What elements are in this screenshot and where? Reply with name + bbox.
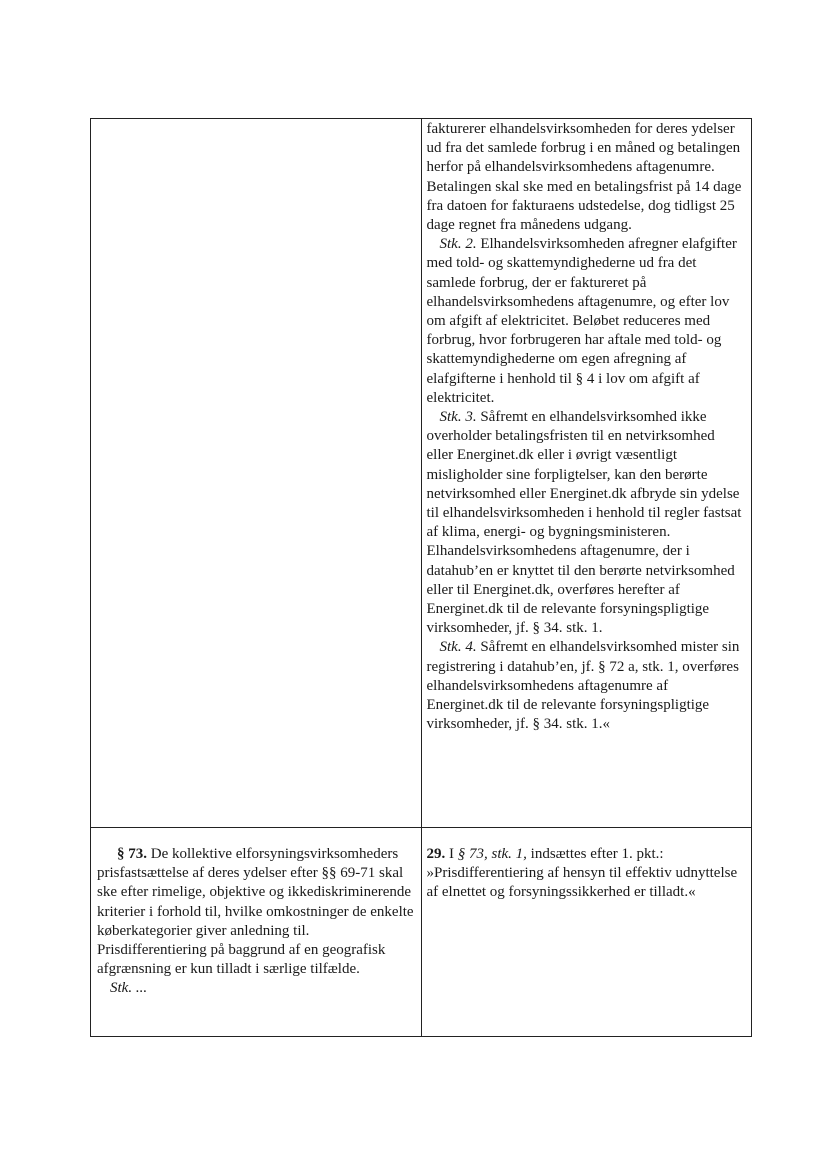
amendment-intro <box>427 845 746 864</box>
section-reference: § 73, stk. 1, <box>457 846 527 862</box>
intro-text-before: I <box>445 846 458 862</box>
intro-text-after: indsættes efter 1. pkt.: <box>526 846 664 862</box>
paragraph-continuation: fakturerer elhandelsvirksomheden for deres ydelser ud fra det samlede forbrug i en måned og betalingen herfor på elhandelsvirksomhedens aftagenumre. Betalingen skal ske med en betalingsfrist på 14 dage fra datoen for fakturaens udstedelse, dog tidligst 25 dage regnet fra månedens udgang. <box>426 121 742 234</box>
table-row <box>91 828 752 1037</box>
stk3-paragraph <box>427 408 746 638</box>
stk3-text: Såfremt en elhandelsvirksomhed ikke overholder betalingsfristen til en netvirksomhed eller Energinet.dk eller i øvrigt væsentligt misligholder sine forpligtelser, kan den berørte netvirksomhed eller Energinet.dk afbryde sin ydelse til elhandelsvirksomheden i henhold til regler fastsat af klima, energi- og bygningsministeren. Elhandelsvirksomhedens aftagenumre, der i datahub’en er knyttet til den berørte netvirksomhed eller til Energinet.dk, overføres herefter af Energinet.dk til de relevante forsyningspligtige virksomheder, jf. § 34. stk. 1. <box>426 409 742 637</box>
section-text: De kollektive elforsyningsvirksomheders prisfastsættelse af deres ydelser efter §§ 69-71 skal ske efter rimelige, objektive og ikkediskriminerende kriterier i forhold til, hvilke omkostninger de enkelte køberkategorier giver anledning til. Prisdifferentiering på baggrund af en geografisk afgrænsning er kun tilladt i særlige tilfælde. <box>97 846 414 978</box>
current-law-cell-empty <box>91 119 422 828</box>
stk-paragraph <box>97 979 415 998</box>
stk2-text: Elhandelsvirksomheden afregner elafgifter med told- og skattemyndighederne ud fra det samlede forbrug, der er faktureret på elhandelsvirksomhedens aftagenumre, og efter lov om afgift af elektricitet. Beløbet reduceres med forbrug, hvor forbrugeren har aftale med told- og skattemyndighederne om egen afregning af elafgifterne i henhold til § 4 i lov om afgift af elektricitet. <box>426 236 737 406</box>
table-row <box>91 119 752 828</box>
stk2-label: Stk. 2. <box>439 236 477 253</box>
stk3-label: Stk. 3. <box>439 409 477 426</box>
stk4-label: Stk. 4. <box>439 639 477 656</box>
stk-label: Stk. ... <box>110 980 148 997</box>
item-number: 29. <box>426 846 446 862</box>
proposal-cell <box>421 119 752 828</box>
amendment-cell <box>421 828 752 1037</box>
amendment-quote: »Prisdifferentiering af hensyn til effektiv udnyttelse af elnettet og forsyningssikkerhed er tilladt.« <box>426 865 738 901</box>
comparison-table <box>90 118 752 1037</box>
section-73-paragraph <box>97 845 415 979</box>
stk2-paragraph <box>427 235 746 408</box>
stk4-paragraph <box>427 638 746 734</box>
section-label: § 73. <box>117 846 147 862</box>
stk4-text: Såfremt en elhandelsvirksomhed mister sin registrering i datahub’en, jf. § 72 a, stk. 1, overføres elhandelsvirksomhedens aftagenumre af Energinet.dk til de relevante forsyningspligtige virksomheder, jf. § 34. stk. 1.« <box>426 639 740 733</box>
current-law-cell <box>91 828 422 1037</box>
